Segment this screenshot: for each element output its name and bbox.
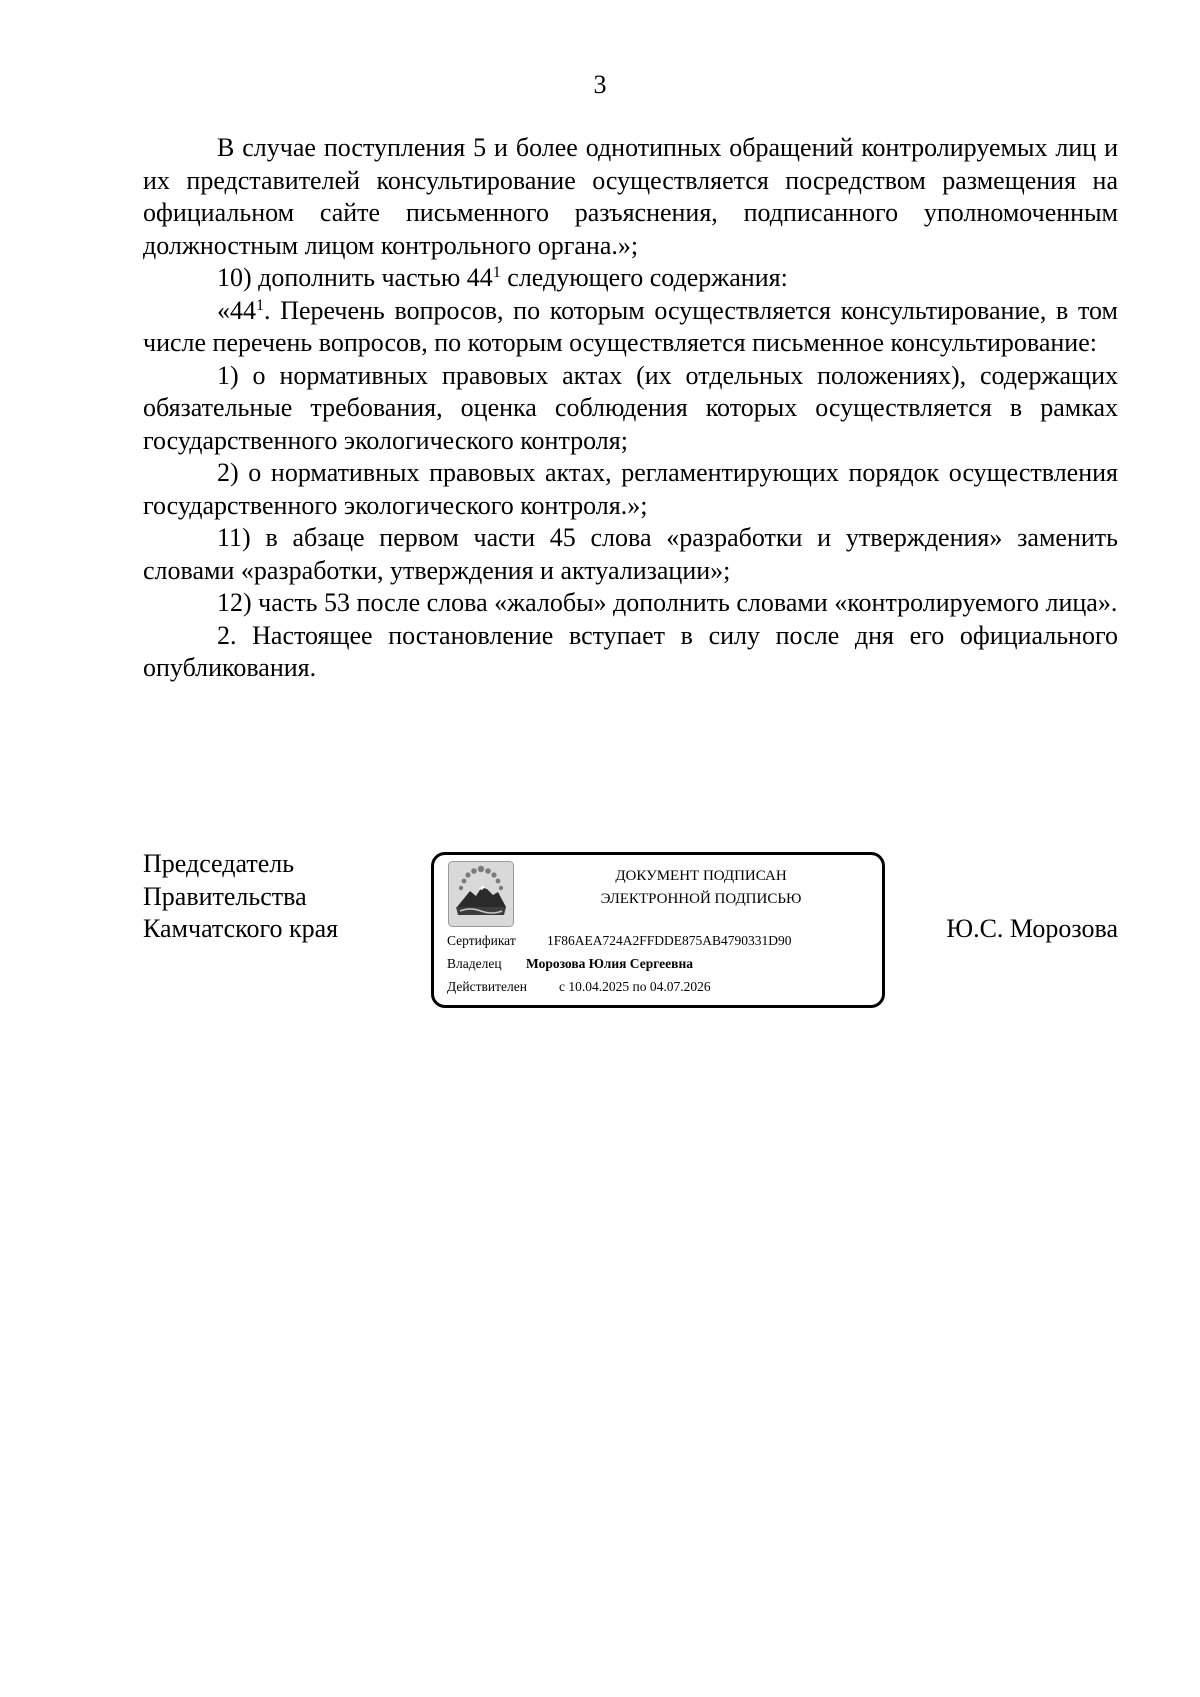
stamp-certificate-value: 1F86AEA724A2FFDDE875AB4790331D90	[547, 933, 792, 948]
electronic-signature-stamp	[431, 852, 885, 1008]
signer-name: Ю.С. Морозова	[946, 914, 1118, 943]
stamp-owner-row	[447, 955, 693, 973]
page-number: 3	[593, 70, 607, 99]
signer-position	[143, 848, 338, 946]
stamp-validity-label: Действителен	[447, 979, 527, 994]
paragraph: 1) о нормативных правовых актах (их отдельных положениях), содержащих обязательные требования, оценка соблюдения которых осуществляется в рамках государственного экологического контроля;	[143, 360, 1118, 455]
signer-position-line: Камчатского края	[143, 914, 339, 943]
stamp-owner-label: Владелец	[447, 956, 502, 971]
superscript: 1	[256, 296, 264, 314]
paragraph: 2) о нормативных правовых актах, регламентирующих порядок осуществления государственного экологического контроля.»;	[143, 458, 1118, 520]
stamp-title	[534, 865, 868, 911]
paragraph: 12) часть 53 после слова «жалобы» дополнить словами «контролируемого лица».	[217, 588, 1118, 617]
paragraph: 2. Настоящее постановление вступает в силу после дня его официального опубликования.	[143, 620, 1118, 682]
stamp-validity-value: с 10.04.2025 по 04.07.2026	[559, 979, 711, 994]
document-body	[143, 132, 1118, 685]
stamp-title-line: ДОКУМЕНТ ПОДПИСАН	[615, 868, 787, 884]
stamp-certificate-row	[447, 932, 792, 950]
stamp-certificate-label: Сертификат	[447, 933, 516, 948]
kamchatka-coat-of-arms-icon	[448, 861, 514, 927]
stamp-owner-value: Морозова Юлия Сергеевна	[526, 956, 693, 971]
paragraph: 11) в абзаце первом части 45 слова «разработки и утверждения» заменить словами «разработки, утверждения и актуализации»;	[143, 523, 1118, 585]
signer-position-line: Председатель	[143, 849, 295, 878]
superscript: 1	[492, 264, 501, 281]
stamp-validity-row	[447, 978, 711, 996]
paragraph: «$44^1$. Перечень вопросов, по которым осуществляется консультирование, в том числе перечень вопросов, по которым осуществляется письменное консультирование:	[143, 295, 1118, 357]
paragraph: 10) дополнить частью $44^1$ следующего содержания:	[217, 263, 788, 292]
signer-position-line: Правительства	[143, 881, 307, 911]
paragraph: В случае поступления 5 и более однотипных обращений контролируемых лиц и их представителей консультирование осуществляется посредством размещения на официальном сайте письменного разъяснения, подписанного уполномоченным должностным лицом контрольного органа.»;	[143, 133, 1118, 260]
stamp-title-line: ЭЛЕКТРОННОЙ ПОДПИСЬЮ	[600, 891, 802, 907]
